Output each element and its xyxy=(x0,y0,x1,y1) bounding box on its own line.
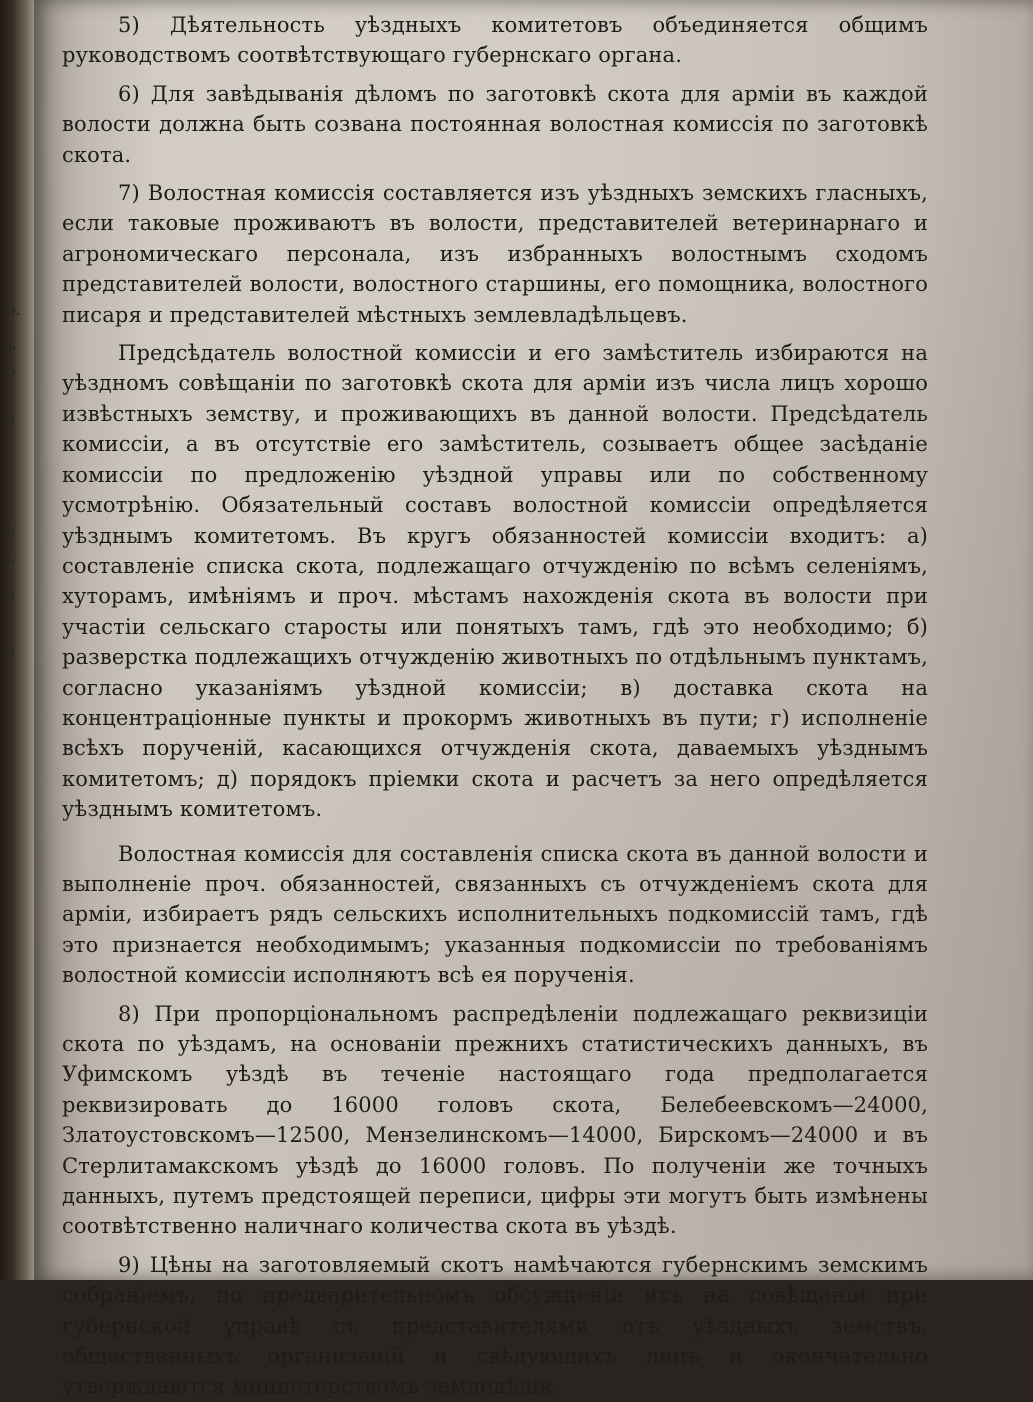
paragraph-chairman: Предсѣдатель волостной комиссіи и его замѣститель избираются на уѣздномъ совѣщаніи по заготовкѣ скота для арміи изъ числа лицъ хорошо извѣстныхъ земству, и проживающихъ въ данной волости. Предсѣдатель комиссіи, а въ отсутствіе его замѣститель, созываетъ общее засѣданіе комиссіи по предложенію уѣздной управы или по собственному усмотрѣнію. Обязательный составъ волостной комиссіи опредѣляется уѣзднымъ комитетомъ. Въ кругъ обязанностей комиссіи входитъ: а) составленіе списка скота, подлежащаго отчужденію по всѣмъ селеніямъ, хуторамъ, имѣніямъ и проч. мѣстамъ нахожденія скота въ волости при участіи сельскаго старосты или понятыхъ тамъ, гдѣ это необходимо; б) разверстка подлежащихъ отчужденію животныхъ по отдѣльнымъ пунктамъ, согласно указаніямъ уѣздной комиссіи; в) доставка скота на концентраціонные пункты и прокормъ животныхъ въ пути; г) исполненіе всѣхъ порученій, касающихся отчужденія скота, даваемыхъ уѣзднымъ комитетомъ; д) порядокъ пріемки скота и расчетъ за него опредѣляется уѣзднымъ комитетомъ. xyxy=(62,341,928,822)
document-page xyxy=(34,0,1033,1399)
margin-fragment: ъ xyxy=(6,336,17,355)
paragraph-5: 5) Дѣятельность уѣздныхъ комитетовъ объединяется общимъ руководствомъ соотвѣтствующаго губернскаго органа. xyxy=(62,13,928,68)
margin-fragment: ь xyxy=(6,550,15,569)
paragraph-subcommissions: Волостная комиссія для составленія списка скота въ данной волости и выполненіе проч. обязанностей, связанныхъ съ отчужденіемъ скота для арміи, избираетъ рядъ сельскихъ исполнительныхъ подкомиссій тамъ, гдѣ это признается необходимымъ; указанныя подкомиссіи по требованіямъ волостной комиссіи исполняютъ всѣ ея порученія. xyxy=(62,841,928,988)
paragraph-9: 9) Цѣны на заготовляемый скотъ намѣчаются губернскимъ земскимъ собраніемъ, по предварительномъ обсужденіи ихъ на совѣщаніи при губернской управѣ съ представителями отъ уѣздныхъ земствъ, общественныхъ организацій и свѣдующихъ лицъ и окончательно утверждаются министерствомъ земледѣлія. xyxy=(62,1252,928,1399)
paragraph-8: 8) При пропорціональномъ распредѣленіи подлежащаго реквизиціи скота по уѣздамъ, на основаніи прежнихъ статистическихъ данныхъ, въ Уфимскомъ уѣздѣ въ теченіе настоящаго года предполагается реквизировать до 16000 головъ скота, Белебеевскомъ—24000, Златоустовскомъ—12500, Мензелинскомъ—14000, Бирскомъ—24000 и въ Стерлитамакскомъ уѣздѣ до 16000 головъ. По полученіи же точныхъ данныхъ, путемъ предстоящей переписи, цифры эти могутъ быть измѣнены соотвѣтственно наличнаго количества скота въ уѣздѣ. xyxy=(62,1001,928,1239)
left-page-edge xyxy=(0,0,34,1280)
paragraph-7: 7) Волостная комиссія составляется изъ уѣздныхъ земскихъ гласныхъ, если таковые проживаютъ въ волости, представителей ветеринарнаго и агрономическаго персонала, изъ избранныхъ волостнымъ сходомъ представителей волости, волостного старшины, его помощника, волостного писаря и представителей мѣстныхъ землевладѣльцевъ. xyxy=(62,181,928,327)
margin-fragment: з xyxy=(6,410,15,429)
margin-fragment: о xyxy=(6,362,16,381)
paragraph-6: 6) Для завѣдыванія дѣломъ по заготовкѣ скота для арміи въ каждой волости должна быть созвана постоянная волостная комиссія по заготовкѣ скота. xyxy=(62,81,928,167)
document-body xyxy=(62,10,928,1402)
margin-fragment: ь xyxy=(6,520,15,539)
margin-fragment: з xyxy=(6,586,15,605)
margin-fragment: з xyxy=(6,640,15,659)
margin-fragment: о. xyxy=(6,300,21,319)
